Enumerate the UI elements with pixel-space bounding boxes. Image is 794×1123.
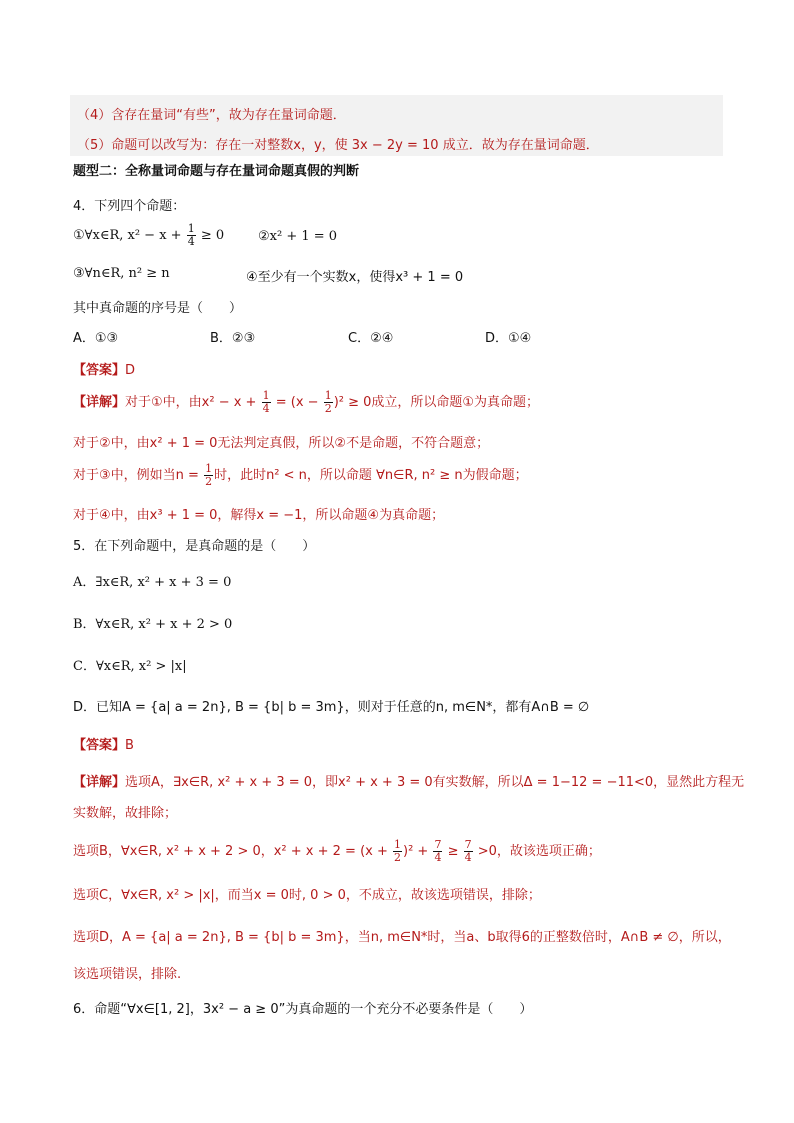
q4-proposition-2: ②x² + 1 = 0 [258, 229, 338, 244]
q5-detail-d-line-2: 该选项错误，排除. [73, 967, 182, 982]
q4-answer [73, 359, 135, 378]
prev-solution-item-4: （4）含存在量词“有些”，故为存在量词命题． [77, 108, 346, 123]
q5-detail-b: 选项B，∀x∈R, x² + x + 2 > 0，x² + x + 2 = (x + $\frac{1}{2}$ )² + $\frac{7}{4}$ ≥ $\frac{7}{4}$ >0，故该选项正确； [73, 838, 601, 864]
q4-detail-2: 对于②中，由x² + 1 = 0无法判定真假，所以②不是命题，不符合题意； [73, 436, 490, 451]
answer-tag: 【答案】 [73, 738, 126, 753]
fraction: $\frac{7}{4}$ [464, 838, 472, 864]
section-title: 题型二：全称量词命题与存在量词命题真假的判断 [73, 164, 360, 179]
fraction: $\frac{1}{2}$ [205, 462, 213, 488]
q5-option-d: D．已知A = {a| a = 2n}, B = {b| b = 3m}，则对于任意的n, m∈N*，都有A∩B = ∅ [73, 700, 590, 715]
q5-stem: 5．在下列命题中，是真命题的是（ ） [73, 539, 316, 554]
answer-tag: 【答案】 [73, 363, 126, 378]
fraction: $\frac{1}{4}$ [187, 222, 195, 248]
q4-detail-3: 对于③中，例如当n = $\frac{1}{2}$ 时，此时n² < n，所以命题 ∀n∈R, n² ≥ n为假命题； [73, 462, 528, 488]
q5-detail-a-line-1: 【详解】选项A，∃x∈R, x² + x + 3 = 0，即x² + x + 3 = 0有实数解，所以Δ = 1−12 = −11<0，显然此方程无 [73, 775, 745, 790]
prev-solution-item-5: （5）命题可以改写为：存在一对整数x，y，使 3x − 2y = 10 成立．故为存在量词命题． [77, 138, 599, 153]
q4-proposition-4: ④至少有一个实数x，使得x³ + 1 = 0 [246, 270, 464, 285]
q4-detail-4: 对于④中，由x³ + 1 = 0，解得x = −1，所以命题④为真命题； [73, 508, 445, 523]
q5-option-c: C．∀x∈R, x² > |x| [73, 659, 187, 674]
detail-tag: 【详解】 [73, 395, 126, 410]
q4-option-b: B．②③ [210, 331, 256, 346]
q5-answer [73, 734, 134, 753]
fraction: $\frac{1}{2}$ [394, 838, 402, 864]
q5-option-a: A．∃x∈R, x² + x + 3 = 0 [73, 575, 232, 590]
q4-option-a: A．①③ [73, 331, 119, 346]
q4-option-c: C．②④ [348, 331, 394, 346]
q4-detail-1: 【详解】对于①中，由x² − x + $\frac{1}{4}$ = (x − $\frac{1}{2}$ )² ≥ 0成立，所以命题①为真命题； [73, 389, 540, 415]
q4-proposition-3: ③∀n∈R, n² ≥ n [73, 266, 170, 281]
q4-option-d: D．①④ [485, 331, 532, 346]
q4-stem: 4．下列四个命题： [73, 199, 186, 214]
answer-value: B [125, 738, 134, 753]
answer-value: D [125, 363, 136, 378]
q5-detail-c: 选项C，∀x∈R, x² > |x|，而当x = 0时, 0 > 0，不成立，故该选项错误，排除； [73, 888, 541, 903]
q4-ask: 其中真命题的序号是（ ） [73, 301, 243, 316]
q6-stem: 6．命题“∀x∈[1, 2]，3x² − a ≥ 0”为真命题的一个充分不必要条件是（ ） [73, 1002, 533, 1017]
fraction: $\frac{1}{2}$ [324, 389, 332, 415]
q5-detail-a-line-2: 实数解，故排除； [73, 806, 178, 821]
q5-detail-d-line-1: 选项D，A = {a| a = 2n}, B = {b| b = 3m}，当n, m∈N*时，当a、b取得6的正整数倍时，A∩B ≠ ∅，所以， [73, 930, 731, 945]
q5-option-b: B．∀x∈R, x² + x + 2 > 0 [73, 617, 233, 632]
fraction: $\frac{1}{4}$ [262, 389, 270, 415]
q4-proposition-1: ①∀x∈R, x² − x + $\frac{1}{4}$ ≥ 0 [73, 222, 225, 248]
detail-tag: 【详解】 [73, 775, 126, 790]
fraction: $\frac{7}{4}$ [434, 838, 442, 864]
